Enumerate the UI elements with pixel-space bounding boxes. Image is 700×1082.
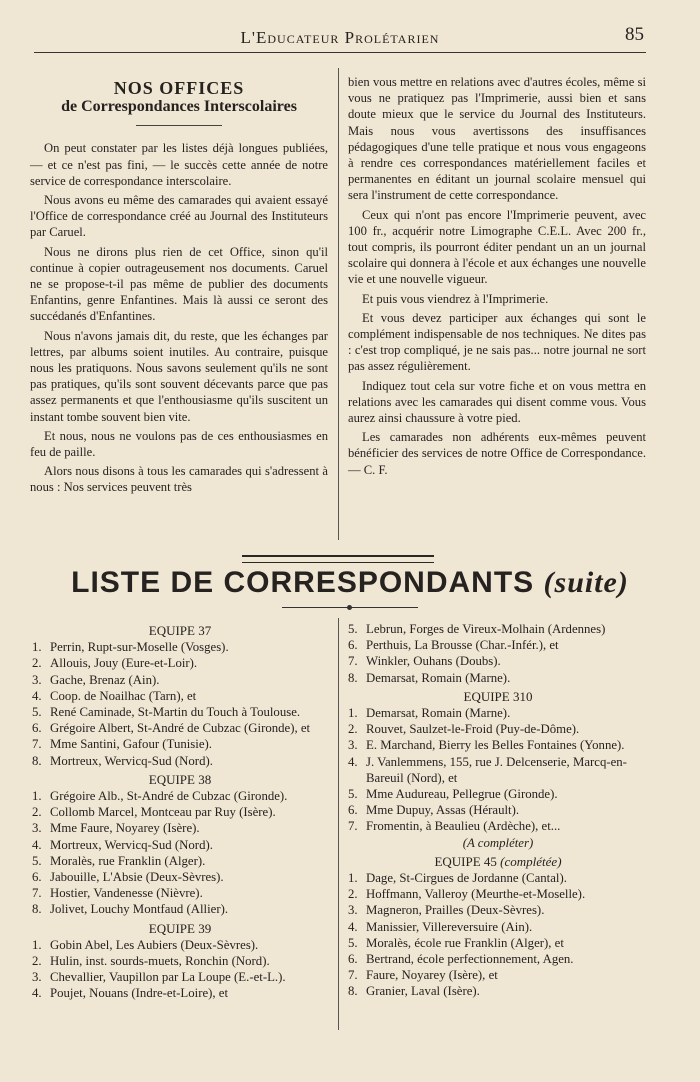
running-header bbox=[34, 22, 646, 53]
entry-number: 7. bbox=[32, 737, 42, 752]
entry-number: 7. bbox=[348, 819, 358, 834]
entry-number: 5. bbox=[32, 705, 42, 720]
correspondent-entry bbox=[32, 885, 328, 901]
entry-text: Winkler, Ouhans (Doubs). bbox=[366, 654, 501, 669]
correspondent-entry bbox=[32, 639, 328, 655]
team-name: EQUIPE 37 bbox=[148, 623, 212, 638]
entry-number: 6. bbox=[32, 870, 42, 885]
entry-number: 8. bbox=[32, 902, 42, 917]
entry-number: 3. bbox=[348, 903, 358, 918]
correspondent-entry bbox=[32, 853, 328, 869]
entry-number: 4. bbox=[348, 754, 358, 769]
correspondent-entry bbox=[32, 937, 328, 953]
correspondent-entry bbox=[348, 919, 648, 935]
entry-number: 3. bbox=[348, 738, 358, 753]
journal-title: L'Educateur Prolétarien bbox=[240, 28, 440, 47]
team-name: EQUIPE 38 bbox=[148, 771, 212, 787]
entry-number: 4. bbox=[348, 919, 358, 934]
entry-text: Gache, Brenaz (Ain). bbox=[50, 672, 160, 687]
entry-text: Bertrand, école perfectionnement, Agen. bbox=[366, 952, 574, 967]
article-left-column bbox=[30, 80, 328, 496]
entry-text: René Caminade, St-Martin du Touch à Toulouse. bbox=[50, 705, 301, 720]
list-heading-suffix: (suite) bbox=[543, 566, 629, 599]
entry-text: Hoffmann, Valleroy (Meurthe-et-Moselle). bbox=[366, 887, 586, 902]
correspondent-entry bbox=[32, 720, 328, 736]
correspondent-entry bbox=[348, 802, 648, 818]
article-subtitle: de Correspondances Interscolaires bbox=[61, 98, 297, 116]
entry-text: Mme Dupuy, Assas (Hérault). bbox=[366, 803, 520, 818]
entry-text: Demarsat, Romain (Marne). bbox=[366, 670, 511, 685]
correspondent-entry bbox=[348, 637, 648, 653]
correspondents-left-column bbox=[32, 623, 328, 1002]
entry-number: 6. bbox=[32, 721, 42, 736]
correspondent-entry bbox=[348, 786, 648, 802]
article-paragraph: Alors nous disons à tous les camarades qui s'adressent à nous : Nos services peuvent très bbox=[30, 464, 328, 495]
list-heading bbox=[0, 566, 700, 600]
entry-number: 3. bbox=[32, 821, 42, 836]
correspondent-entry bbox=[348, 902, 648, 918]
team-heading bbox=[32, 623, 328, 639]
entry-number: 6. bbox=[348, 803, 358, 818]
article-right-column bbox=[348, 74, 646, 478]
entry-text: Mme Santini, Gafour (Tunisie). bbox=[50, 737, 212, 752]
correspondent-entry bbox=[348, 737, 648, 753]
correspondent-entry bbox=[348, 818, 648, 834]
page-number: 85 bbox=[625, 24, 644, 45]
entry-number: 3. bbox=[32, 970, 42, 985]
correspondent-entry bbox=[32, 704, 328, 720]
article-paragraph: On peut constater par les listes déjà longues publiées, — et ce n'est pas fini, — le succès cette année de notre service de correspondance interscolaire. bbox=[30, 141, 328, 188]
article-title: NOS OFFICES bbox=[113, 78, 245, 98]
entry-text: Jabouille, L'Absie (Deux-Sèvres). bbox=[50, 870, 224, 885]
correspondent-entry bbox=[32, 736, 328, 752]
entry-number: 2. bbox=[348, 887, 358, 902]
column-divider bbox=[338, 68, 339, 540]
correspondent-entry bbox=[348, 935, 648, 951]
entry-number: 1. bbox=[348, 706, 358, 721]
entry-text: Mme Faure, Noyarey (Isère). bbox=[50, 821, 200, 836]
correspondent-entry bbox=[32, 837, 328, 853]
correspondent-entry bbox=[348, 754, 648, 786]
entry-text: Jolivet, Louchy Montfaud (Allier). bbox=[50, 902, 229, 917]
entry-text: Chevallier, Vaupillon par La Loupe (E.-et-L.). bbox=[50, 970, 286, 985]
entry-text: E. Marchand, Bierry les Belles Fontaines (Yonne). bbox=[366, 738, 625, 753]
entry-text: Magneron, Prailles (Deux-Sèvres). bbox=[366, 903, 545, 918]
entry-number: 8. bbox=[348, 670, 358, 685]
entry-text: Mme Audureau, Pellegrue (Gironde). bbox=[366, 787, 558, 802]
team-heading bbox=[32, 772, 328, 788]
entry-text: Collomb Marcel, Montceau par Ruy (Isère). bbox=[50, 805, 276, 820]
entry-text: Perrin, Rupt-sur-Moselle (Vosges). bbox=[50, 640, 229, 655]
correspondent-entry bbox=[32, 688, 328, 704]
entry-number: 2. bbox=[32, 656, 42, 671]
entry-number: 1. bbox=[32, 789, 42, 804]
correspondent-entry bbox=[348, 886, 648, 902]
entry-number: 6. bbox=[348, 952, 358, 967]
entry-number: 3. bbox=[32, 672, 42, 687]
team-heading bbox=[348, 854, 648, 870]
correspondent-entry bbox=[32, 672, 328, 688]
heading-ornament bbox=[347, 605, 352, 610]
article-paragraph: Et vous devez participer aux échanges qui sont le complément indispensable de nos techniques. Ne dites pas : c'est trop compliqué, je ne sais pas... notre journal ne sort pas assez régulièrement. bbox=[348, 310, 646, 374]
team-heading bbox=[32, 921, 328, 937]
right-paragraphs bbox=[348, 74, 646, 478]
correspondent-entry bbox=[32, 753, 328, 769]
article-paragraph: Les camarades non adhérents eux-mêmes peuvent bénéficier des services de notre Office de Correspondance. — C. F. bbox=[348, 430, 646, 477]
entry-text: J. Vanlemmens, 155, rue J. Delcenserie, Marcq-en-Bareuil (Nord), et bbox=[366, 754, 627, 785]
correspondent-entry bbox=[348, 670, 648, 686]
correspondent-entry bbox=[348, 621, 648, 637]
correspondent-entry bbox=[32, 985, 328, 1001]
correspondent-entry bbox=[348, 705, 648, 721]
entry-number: 2. bbox=[32, 805, 42, 820]
title-rule bbox=[136, 125, 222, 126]
article-paragraph: Nous avons eu même des camarades qui avaient essayé l'Office de correspondance créé au Journal des Instituteurs par Caruel. bbox=[30, 193, 328, 240]
article-paragraph: Et nous, nous ne voulons pas de ces enthousiasmes en feu de paille. bbox=[30, 428, 328, 460]
entry-text: Mortreux, Wervicq-Sud (Nord). bbox=[50, 753, 213, 768]
team-heading bbox=[348, 689, 648, 705]
team-name: EQUIPE 45 bbox=[434, 853, 497, 869]
entry-number: 4. bbox=[32, 837, 42, 852]
team-name: EQUIPE 39 bbox=[148, 920, 212, 936]
entry-text: Mortreux, Wervicq-Sud (Nord). bbox=[50, 837, 213, 852]
correspondent-entry bbox=[32, 901, 328, 917]
article-paragraph: Nous n'avons jamais dit, du reste, que les échanges par lettres, par albums soient inutiles. Au contraire, puisque nous les pratiquons. Nous savons seulement qu'ils ne sont pas pratiques, qu'ils sont souvent décevants parce que pas assez permanents et que l'enthousiasme qu'ils suscitent un instant tombe souvent bien vite. bbox=[30, 328, 328, 424]
article-paragraph: Indiquez tout cela sur votre fiche et on vous mettra en relations avec les camarades qui disent comme vous. Vous aurez ainsi chaussure à votre pied. bbox=[348, 378, 646, 426]
correspondent-entry bbox=[32, 969, 328, 985]
team-suffix: (complétée) bbox=[500, 853, 562, 869]
entry-text: Granier, Laval (Isère). bbox=[366, 984, 480, 999]
correspondent-entry bbox=[348, 967, 648, 983]
correspondent-entry bbox=[32, 953, 328, 969]
entry-text: Perthuis, La Brousse (Char.-Infér.), et bbox=[366, 638, 559, 653]
section-separator bbox=[242, 555, 434, 563]
correspondent-entry bbox=[348, 653, 648, 669]
entry-text: Coop. de Noailhac (Tarn), et bbox=[50, 688, 197, 703]
entry-text: Grégoire Alb., St-André de Cubzac (Gironde). bbox=[50, 789, 288, 804]
entry-text: Fromentin, à Beaulieu (Ardèche), et... bbox=[366, 819, 561, 834]
entry-text: Hostier, Vandenesse (Nièvre). bbox=[50, 886, 203, 901]
entry-text: Faure, Noyarey (Isère), et bbox=[366, 968, 498, 983]
entry-number: 7. bbox=[348, 654, 358, 669]
entry-text: Lebrun, Forges de Vireux-Molhain (Ardennes) bbox=[366, 622, 606, 636]
entry-number: 5. bbox=[348, 935, 358, 950]
entry-number: 7. bbox=[32, 886, 42, 901]
entry-number: 1. bbox=[32, 640, 42, 655]
entry-text: Moralès, école rue Franklin (Alger), et bbox=[366, 935, 564, 950]
entry-number: 5. bbox=[348, 787, 358, 802]
entry-text: Manissier, Villereversuire (Ain). bbox=[366, 919, 533, 934]
to-be-completed-note: (A compléter) bbox=[462, 835, 534, 850]
article-paragraph: Et puis vous viendrez à l'Imprimerie. bbox=[362, 291, 549, 306]
team-name: EQUIPE 310 bbox=[463, 688, 533, 704]
correspondent-entry bbox=[348, 951, 648, 967]
entry-text: Allouis, Jouy (Eure-et-Loir). bbox=[50, 656, 198, 671]
entry-text: Poujet, Nouans (Indre-et-Loire), et bbox=[50, 986, 229, 1001]
entry-number: 7. bbox=[348, 968, 358, 983]
entry-number: 4. bbox=[32, 688, 42, 703]
entry-number: 2. bbox=[348, 722, 358, 737]
correspondent-entry bbox=[32, 869, 328, 885]
entry-number: 1. bbox=[348, 871, 358, 886]
entry-text: Dage, St-Cirgues de Jordanne (Cantal). bbox=[366, 871, 567, 886]
correspondent-entry bbox=[32, 820, 328, 836]
correspondent-entry bbox=[348, 983, 648, 999]
left-paragraphs bbox=[30, 140, 328, 495]
correspondents-right-column bbox=[348, 621, 648, 1000]
entry-text: Hulin, inst. sourds-muets, Ronchin (Nord). bbox=[50, 954, 270, 969]
entry-text: Moralès, rue Franklin (Alger). bbox=[50, 853, 206, 868]
correspondent-entry bbox=[32, 655, 328, 671]
entry-number: 5. bbox=[348, 622, 358, 636]
entry-number: 4. bbox=[32, 986, 42, 1001]
correspondent-entry bbox=[32, 788, 328, 804]
article-paragraph: Nous ne dirons plus rien de cet Office, sinon qu'il continue à copier outrageusement nos documents. Caruel ne se propose-t-il pas même de publier des documents Enfantins, genre Enfantines. Mais là aussi ce seront des succédanés d'Enfantines. bbox=[30, 244, 328, 324]
entry-number: 6. bbox=[348, 638, 358, 653]
correspondent-entry bbox=[32, 804, 328, 820]
entry-number: 5. bbox=[32, 853, 42, 868]
entry-number: 2. bbox=[32, 954, 42, 969]
correspondent-entry bbox=[348, 870, 648, 886]
entry-text: Rouvet, Saulzet-le-Froid (Puy-de-Dôme). bbox=[366, 722, 580, 737]
article-paragraph: bien vous mettre en relations avec d'autres écoles, même si vous ne pratiquez pas l'Imprimerie, aussi bien et sans doute mieux que le service du Journal des Instituteurs. Mais nous vous avertissons des insuffisances pédagogiques d'une telle pratique et nous vous engageons à rendre ces correspondances matériellement faciles et permanentes en éditant un journal scolaire mensuel qui sera l'instrument de cette correspondance. bbox=[348, 75, 646, 203]
list-column-divider bbox=[338, 618, 339, 1030]
entry-number: 8. bbox=[348, 984, 358, 999]
article-paragraph: Ceux qui n'ont pas encore l'Imprimerie peuvent, avec 100 fr., acquérir notre Limographe C.E.L. Avec 200 fr., tout compris, ils pourront éditer pendant un an un journal scolaire qui donnera à l'école et aux échanges une nouvelle vie et une nouvelle vigueur. bbox=[348, 207, 646, 287]
list-heading-text: LISTE DE CORRESPONDANTS bbox=[71, 566, 535, 599]
correspondent-entry bbox=[348, 721, 648, 737]
entry-text: Grégoire Albert, St-André de Cubzac (Gironde), et bbox=[50, 721, 311, 736]
entry-number: 1. bbox=[32, 937, 42, 952]
entry-text: Gobin Abel, Les Aubiers (Deux-Sèvres). bbox=[50, 937, 259, 952]
entry-number: 8. bbox=[32, 753, 42, 768]
entry-text: Demarsat, Romain (Marne). bbox=[366, 706, 511, 721]
